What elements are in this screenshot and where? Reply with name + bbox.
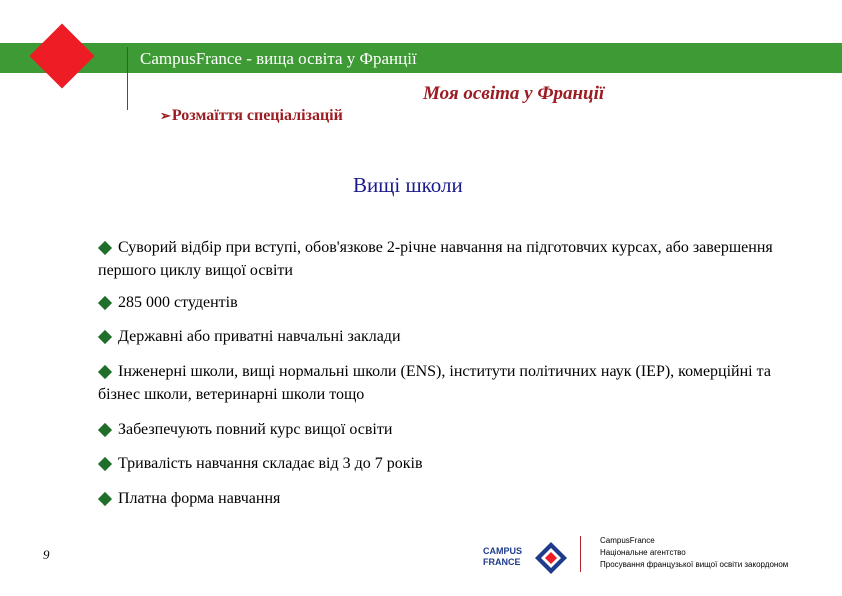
- logo-text-campus: CAMPUS: [483, 546, 523, 556]
- diamond-bullet-icon: [98, 241, 112, 255]
- bullet-text: Тривалість навчання складає від 3 до 7 років: [118, 455, 423, 472]
- footer-org-agency: Національне агентство: [600, 548, 686, 557]
- slide-subtitle: Моя освіта у Франції: [423, 83, 605, 104]
- diamond-bullet-icon: [98, 423, 112, 437]
- logo-diamond-mosaic-icon: [535, 542, 567, 574]
- bullet-item: [98, 291, 788, 314]
- diamond-bullet-icon: [98, 330, 112, 344]
- bullet-text: Суворий відбір при вступі, обов'язкове 2-річне навчання на підготовчих курсах, або завершення першого циклу вищої освіти: [98, 239, 773, 279]
- page-number: 9: [43, 547, 50, 562]
- bullet-item: [98, 452, 788, 475]
- vertical-divider: [127, 47, 128, 110]
- bullet-text: Платна форма навчання: [118, 490, 281, 507]
- logo-text-france: FRANCE: [483, 557, 521, 567]
- footer-divider: [580, 536, 581, 572]
- diamond-bullet-icon: [98, 492, 112, 506]
- slide-heading: Вищі школи: [353, 173, 463, 197]
- bullet-text: Державні або приватні навчальні заклади: [118, 328, 401, 345]
- bullet-text: Забезпечують повний курс вищої освіти: [118, 421, 393, 438]
- footer-org-name: CampusFrance: [600, 536, 655, 545]
- diamond-bullet-icon: [98, 365, 112, 379]
- section-tag: [160, 107, 343, 125]
- diamond-bullet-icon: [98, 296, 112, 310]
- bullet-item: [98, 487, 788, 510]
- header-title: CampusFrance - вища освіта у Франції: [140, 49, 417, 68]
- bullet-item: [98, 418, 788, 441]
- section-label: Розмаїття спеціалізацій: [171, 107, 343, 124]
- footer-org-info: [600, 535, 788, 571]
- bullet-item: [98, 236, 788, 282]
- footer-org-mission: Просування французької вищої освіти закордоном: [600, 560, 789, 569]
- diamond-bullet-icon: [98, 457, 112, 471]
- red-diamond-logo: [29, 23, 94, 88]
- campus-france-logo: [483, 540, 573, 574]
- bullet-text: 285 000 студентів: [118, 294, 238, 311]
- bullet-item: [98, 325, 788, 348]
- arrow-icon: ➢: [160, 108, 171, 123]
- bullet-item: [98, 360, 788, 406]
- bullet-text: Інженерні школи, вищі нормальні школи (ENS), інститути політичних наук (IEP), комерційні та бізнес школи, ветеринарні школи тощо: [98, 363, 771, 403]
